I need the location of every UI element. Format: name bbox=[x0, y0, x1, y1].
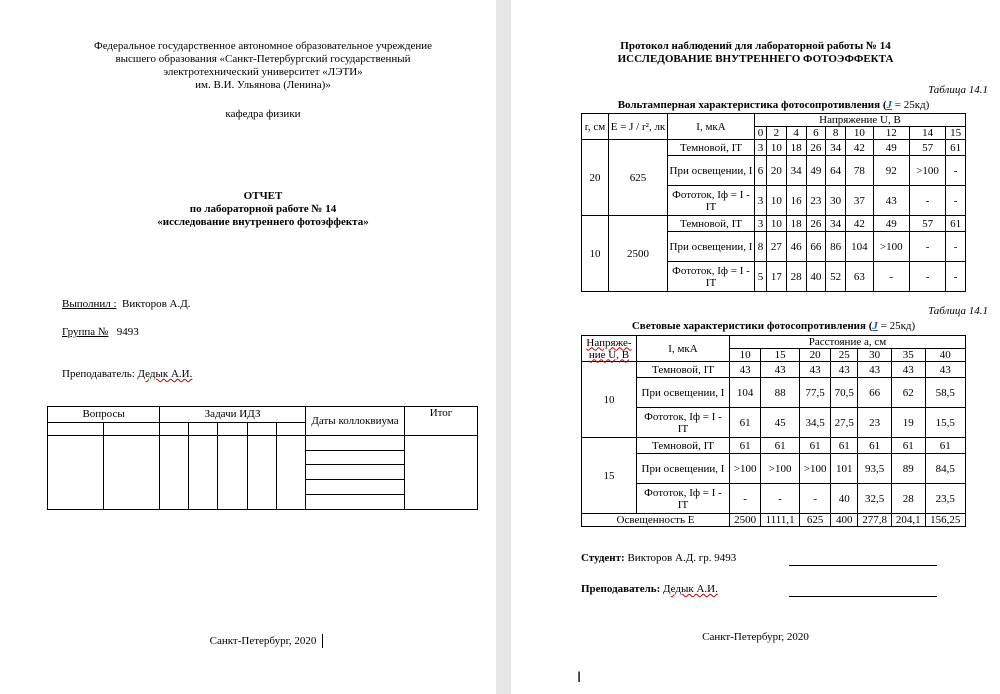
value: Дедык А.И. bbox=[137, 368, 193, 380]
date-cell[interactable] bbox=[306, 480, 405, 495]
date-cell[interactable] bbox=[306, 450, 405, 465]
current-value: >100 bbox=[761, 454, 800, 484]
illum-value: 2500 bbox=[730, 514, 761, 527]
voltage-header: 0 bbox=[755, 127, 767, 140]
row-label: Фототок, Iф = I - IT bbox=[637, 484, 730, 514]
org-line: им. В.И. Ульянова (Ленина)» bbox=[195, 79, 331, 91]
current-value: 43 bbox=[891, 362, 925, 378]
cell[interactable] bbox=[189, 422, 218, 435]
table-row bbox=[582, 454, 966, 484]
teacher bbox=[62, 368, 192, 380]
current-value: 26 bbox=[806, 140, 826, 156]
current-value: - bbox=[909, 262, 945, 292]
current-value: 57 bbox=[909, 140, 945, 156]
table1-title bbox=[581, 99, 966, 112]
current-value: 16 bbox=[786, 186, 806, 216]
distance-header: 40 bbox=[925, 349, 965, 362]
current-value: 57 bbox=[909, 216, 945, 232]
header-voltage: Напряже-ние U, В bbox=[582, 336, 637, 362]
distance-header: 10 bbox=[730, 349, 761, 362]
current-value: - bbox=[946, 156, 966, 186]
current-value: - bbox=[730, 484, 761, 514]
current-value: 61 bbox=[891, 438, 925, 454]
protocol-title bbox=[511, 40, 1000, 66]
value: Дедык А.И. bbox=[662, 583, 718, 595]
org-line: Федеральное государственное автономное образовательное учреждение bbox=[94, 40, 432, 52]
cell[interactable] bbox=[48, 435, 104, 509]
voltage-header: 4 bbox=[786, 127, 806, 140]
current-value: 40 bbox=[831, 484, 858, 514]
current-value: 58,5 bbox=[925, 378, 965, 408]
u-value: 15 bbox=[582, 438, 637, 514]
cell[interactable] bbox=[104, 422, 160, 435]
current-value: 61 bbox=[946, 140, 966, 156]
current-value: 43 bbox=[730, 362, 761, 378]
value: Викторов А.Д. bbox=[122, 298, 191, 310]
current-value: 62 bbox=[891, 378, 925, 408]
table-row bbox=[582, 514, 966, 527]
current-value: 18 bbox=[786, 140, 806, 156]
row-label: Фототок, Iф = I - IT bbox=[668, 186, 755, 216]
protocol-topic: ИССЛЕДОВАНИЕ ВНУТРЕННЕГО ФОТОЭФФЕКТА bbox=[617, 53, 894, 65]
row-label: Фототок, Iф = I - IT bbox=[668, 262, 755, 292]
date-cell[interactable] bbox=[306, 495, 405, 510]
current-value: 28 bbox=[786, 262, 806, 292]
table2-caption: Таблица 14.1 bbox=[928, 305, 988, 317]
signature-line bbox=[789, 565, 937, 566]
current-value: - bbox=[800, 484, 831, 514]
current-value: 66 bbox=[806, 232, 826, 262]
header-total: Итог bbox=[405, 407, 478, 436]
current-value: 17 bbox=[767, 262, 787, 292]
voltage-header: 10 bbox=[846, 127, 874, 140]
distance-header: 30 bbox=[858, 349, 892, 362]
current-value: 23,5 bbox=[925, 484, 965, 514]
report-heading: ОТЧЕТ bbox=[243, 190, 283, 202]
current-value: 61 bbox=[730, 438, 761, 454]
row-label: При освещении, I bbox=[668, 156, 755, 186]
page-protocol bbox=[511, 0, 1000, 694]
row-label: Темновой, IT bbox=[668, 140, 755, 156]
current-value: 20 bbox=[767, 156, 787, 186]
current-value: 18 bbox=[786, 216, 806, 232]
current-value: - bbox=[909, 232, 945, 262]
current-value: 42 bbox=[846, 216, 874, 232]
current-value: 78 bbox=[846, 156, 874, 186]
cell[interactable] bbox=[160, 422, 189, 435]
current-value: >100 bbox=[909, 156, 945, 186]
header-distance: Расстояние a, см bbox=[730, 336, 966, 349]
current-value: - bbox=[946, 262, 966, 292]
current-value: >100 bbox=[873, 232, 909, 262]
value: 9493 bbox=[116, 326, 139, 338]
voltage-header: 14 bbox=[909, 127, 945, 140]
table-row bbox=[582, 378, 966, 408]
title-text: Вольтамперная характеристика фотосопротивления ( bbox=[617, 99, 887, 111]
header-voltage: Напряжение U, В bbox=[755, 114, 966, 127]
current-value: 49 bbox=[873, 140, 909, 156]
illum-value: 277,8 bbox=[858, 514, 892, 527]
current-value: - bbox=[909, 186, 945, 216]
table-row bbox=[582, 362, 966, 378]
signature-line bbox=[789, 596, 937, 597]
current-value: 84,5 bbox=[925, 454, 965, 484]
label: Преподаватель: bbox=[62, 368, 135, 380]
row-label: Темновой, IT bbox=[668, 216, 755, 232]
cell[interactable] bbox=[247, 435, 276, 509]
u-value: 10 bbox=[582, 362, 637, 438]
illum-value: 625 bbox=[800, 514, 831, 527]
current-value: 93,5 bbox=[858, 454, 892, 484]
organization bbox=[30, 40, 496, 92]
illum-value: 204,1 bbox=[891, 514, 925, 527]
current-value: 15,5 bbox=[925, 408, 965, 438]
current-value: 46 bbox=[786, 232, 806, 262]
cell[interactable] bbox=[247, 422, 276, 435]
teacher bbox=[581, 583, 718, 595]
current-value: 61 bbox=[858, 438, 892, 454]
e-value: 625 bbox=[609, 140, 668, 216]
current-value: 49 bbox=[873, 216, 909, 232]
grade-table bbox=[47, 406, 478, 510]
cell[interactable] bbox=[276, 435, 305, 509]
illum-label: Освещенность E bbox=[582, 514, 730, 527]
header-e: E = J / r², лк bbox=[609, 114, 668, 140]
current-value: 63 bbox=[846, 262, 874, 292]
row-label: Темновой, IT bbox=[637, 438, 730, 454]
current-value: 61 bbox=[831, 438, 858, 454]
title-j: J bbox=[872, 320, 878, 332]
current-value: 43 bbox=[800, 362, 831, 378]
current-value: 42 bbox=[846, 140, 874, 156]
voltage-header: 12 bbox=[873, 127, 909, 140]
current-value: 3 bbox=[755, 140, 767, 156]
cell[interactable] bbox=[104, 435, 160, 509]
current-value: 70,5 bbox=[831, 378, 858, 408]
current-value: 61 bbox=[800, 438, 831, 454]
current-value: 3 bbox=[755, 186, 767, 216]
current-value: >100 bbox=[800, 454, 831, 484]
current-value: 10 bbox=[767, 216, 787, 232]
table1-caption: Таблица 14.1 bbox=[928, 84, 988, 96]
current-value: 101 bbox=[831, 454, 858, 484]
table2-title bbox=[581, 320, 966, 333]
report-subheading: по лабораторной работе № 14 bbox=[189, 203, 337, 215]
cell[interactable] bbox=[218, 435, 247, 509]
current-value: 10 bbox=[767, 186, 787, 216]
page-title-sheet bbox=[0, 0, 496, 694]
distance-header: 20 bbox=[800, 349, 831, 362]
distance-header: 35 bbox=[891, 349, 925, 362]
header-r: r, см bbox=[582, 114, 609, 140]
current-value: 92 bbox=[873, 156, 909, 186]
volt-ampere-table bbox=[581, 113, 966, 292]
table-row bbox=[582, 216, 966, 232]
current-value: 37 bbox=[846, 186, 874, 216]
table-row bbox=[582, 140, 966, 156]
label: Студент: bbox=[581, 552, 625, 564]
current-value: 77,5 bbox=[800, 378, 831, 408]
current-value: 86 bbox=[826, 232, 846, 262]
illum-value: 156,25 bbox=[925, 514, 965, 527]
current-value: 10 bbox=[767, 140, 787, 156]
light-characteristics-table bbox=[581, 335, 966, 527]
current-value: 104 bbox=[846, 232, 874, 262]
e-value: 2500 bbox=[609, 216, 668, 292]
row-label: При освещении, I bbox=[668, 232, 755, 262]
current-value: 30 bbox=[826, 186, 846, 216]
current-value: 43 bbox=[858, 362, 892, 378]
cell[interactable] bbox=[218, 422, 247, 435]
row-label: Темновой, IT bbox=[637, 362, 730, 378]
current-value: 23 bbox=[806, 186, 826, 216]
org-line: электротехнический университет «ЛЭТИ» bbox=[163, 66, 363, 78]
title-end: = 25кд) bbox=[892, 99, 930, 111]
current-value: 43 bbox=[925, 362, 965, 378]
current-value: 61 bbox=[946, 216, 966, 232]
voltage-header: 2 bbox=[767, 127, 787, 140]
current-value: 8 bbox=[755, 232, 767, 262]
title-end: = 25кд) bbox=[877, 320, 916, 332]
i-beam-cursor-icon: I bbox=[577, 670, 582, 686]
current-value: 52 bbox=[826, 262, 846, 292]
r-value: 20 bbox=[582, 140, 609, 216]
current-value: 34 bbox=[826, 216, 846, 232]
current-value: 61 bbox=[730, 408, 761, 438]
row-label: Фототок, Iф = I - IT bbox=[637, 408, 730, 438]
current-value: 45 bbox=[761, 408, 800, 438]
voltage-header: 8 bbox=[826, 127, 846, 140]
header-questions: Вопросы bbox=[48, 407, 160, 423]
voltage-header: 6 bbox=[806, 127, 826, 140]
distance-header: 15 bbox=[761, 349, 800, 362]
text-cursor bbox=[322, 634, 323, 648]
report-title bbox=[30, 190, 496, 229]
cell[interactable] bbox=[276, 422, 305, 435]
title-j: J bbox=[886, 99, 892, 111]
title-text: Световые характеристики фотосопротивления ( bbox=[631, 320, 873, 332]
cell[interactable] bbox=[189, 435, 218, 509]
table-row bbox=[582, 438, 966, 454]
label: Преподаватель: bbox=[581, 583, 661, 595]
current-value: 43 bbox=[761, 362, 800, 378]
current-value: 61 bbox=[761, 438, 800, 454]
label: Группа № bbox=[62, 326, 109, 338]
illum-value: 1111,1 bbox=[761, 514, 800, 527]
current-value: 28 bbox=[891, 484, 925, 514]
label: Выполнил : bbox=[62, 298, 117, 310]
current-value: 43 bbox=[831, 362, 858, 378]
footer-city-year: Санкт-Петербург, 2020 bbox=[702, 631, 809, 643]
group bbox=[62, 326, 139, 338]
current-value: - bbox=[946, 186, 966, 216]
current-value: 5 bbox=[755, 262, 767, 292]
student bbox=[581, 552, 736, 564]
current-value: 104 bbox=[730, 378, 761, 408]
performed-by bbox=[62, 298, 191, 310]
current-value: 66 bbox=[858, 378, 892, 408]
current-value: - bbox=[761, 484, 800, 514]
current-value: 6 bbox=[755, 156, 767, 186]
current-value: 49 bbox=[806, 156, 826, 186]
protocol-heading: Протокол наблюдений для лабораторной работы № 14 bbox=[620, 40, 891, 52]
report-topic: «исследование внутреннего фотоэффекта» bbox=[157, 216, 369, 228]
cell[interactable] bbox=[405, 435, 478, 509]
current-value: 88 bbox=[761, 378, 800, 408]
cell[interactable] bbox=[160, 435, 189, 509]
current-value: - bbox=[873, 262, 909, 292]
current-value: 64 bbox=[826, 156, 846, 186]
date-cell[interactable] bbox=[306, 465, 405, 480]
current-value: 34 bbox=[826, 140, 846, 156]
current-value: 19 bbox=[891, 408, 925, 438]
value: Викторов А.Д. гр. 9493 bbox=[627, 552, 737, 564]
current-value: 32,5 bbox=[858, 484, 892, 514]
current-value: 27 bbox=[767, 232, 787, 262]
current-value: - bbox=[946, 232, 966, 262]
row-label: При освещении, I bbox=[637, 378, 730, 408]
header-dates: Даты коллоквиума bbox=[306, 407, 405, 436]
header-tasks: Задачи ИДЗ bbox=[160, 407, 306, 423]
voltage-header: 15 bbox=[946, 127, 966, 140]
current-value: 34,5 bbox=[800, 408, 831, 438]
header-i: I, мкА bbox=[637, 336, 730, 362]
date-cell[interactable] bbox=[306, 435, 405, 450]
current-value: 61 bbox=[925, 438, 965, 454]
r-value: 10 bbox=[582, 216, 609, 292]
table-row bbox=[582, 484, 966, 514]
distance-header: 25 bbox=[831, 349, 858, 362]
table-row bbox=[582, 408, 966, 438]
header-i: I, мкА bbox=[668, 114, 755, 140]
current-value: 23 bbox=[858, 408, 892, 438]
illum-value: 400 bbox=[831, 514, 858, 527]
row-label: При освещении, I bbox=[637, 454, 730, 484]
org-line: высшего образования «Санкт-Петербургский государственный bbox=[115, 53, 411, 65]
current-value: 3 bbox=[755, 216, 767, 232]
footer-city-year: Санкт-Петербург, 2020 bbox=[209, 635, 317, 647]
current-value: 26 bbox=[806, 216, 826, 232]
cell[interactable] bbox=[48, 422, 104, 435]
department: кафедра физики bbox=[225, 108, 301, 120]
current-value: 43 bbox=[873, 186, 909, 216]
current-value: 40 bbox=[806, 262, 826, 292]
current-value: >100 bbox=[730, 454, 761, 484]
current-value: 27,5 bbox=[831, 408, 858, 438]
current-value: 89 bbox=[891, 454, 925, 484]
current-value: 34 bbox=[786, 156, 806, 186]
